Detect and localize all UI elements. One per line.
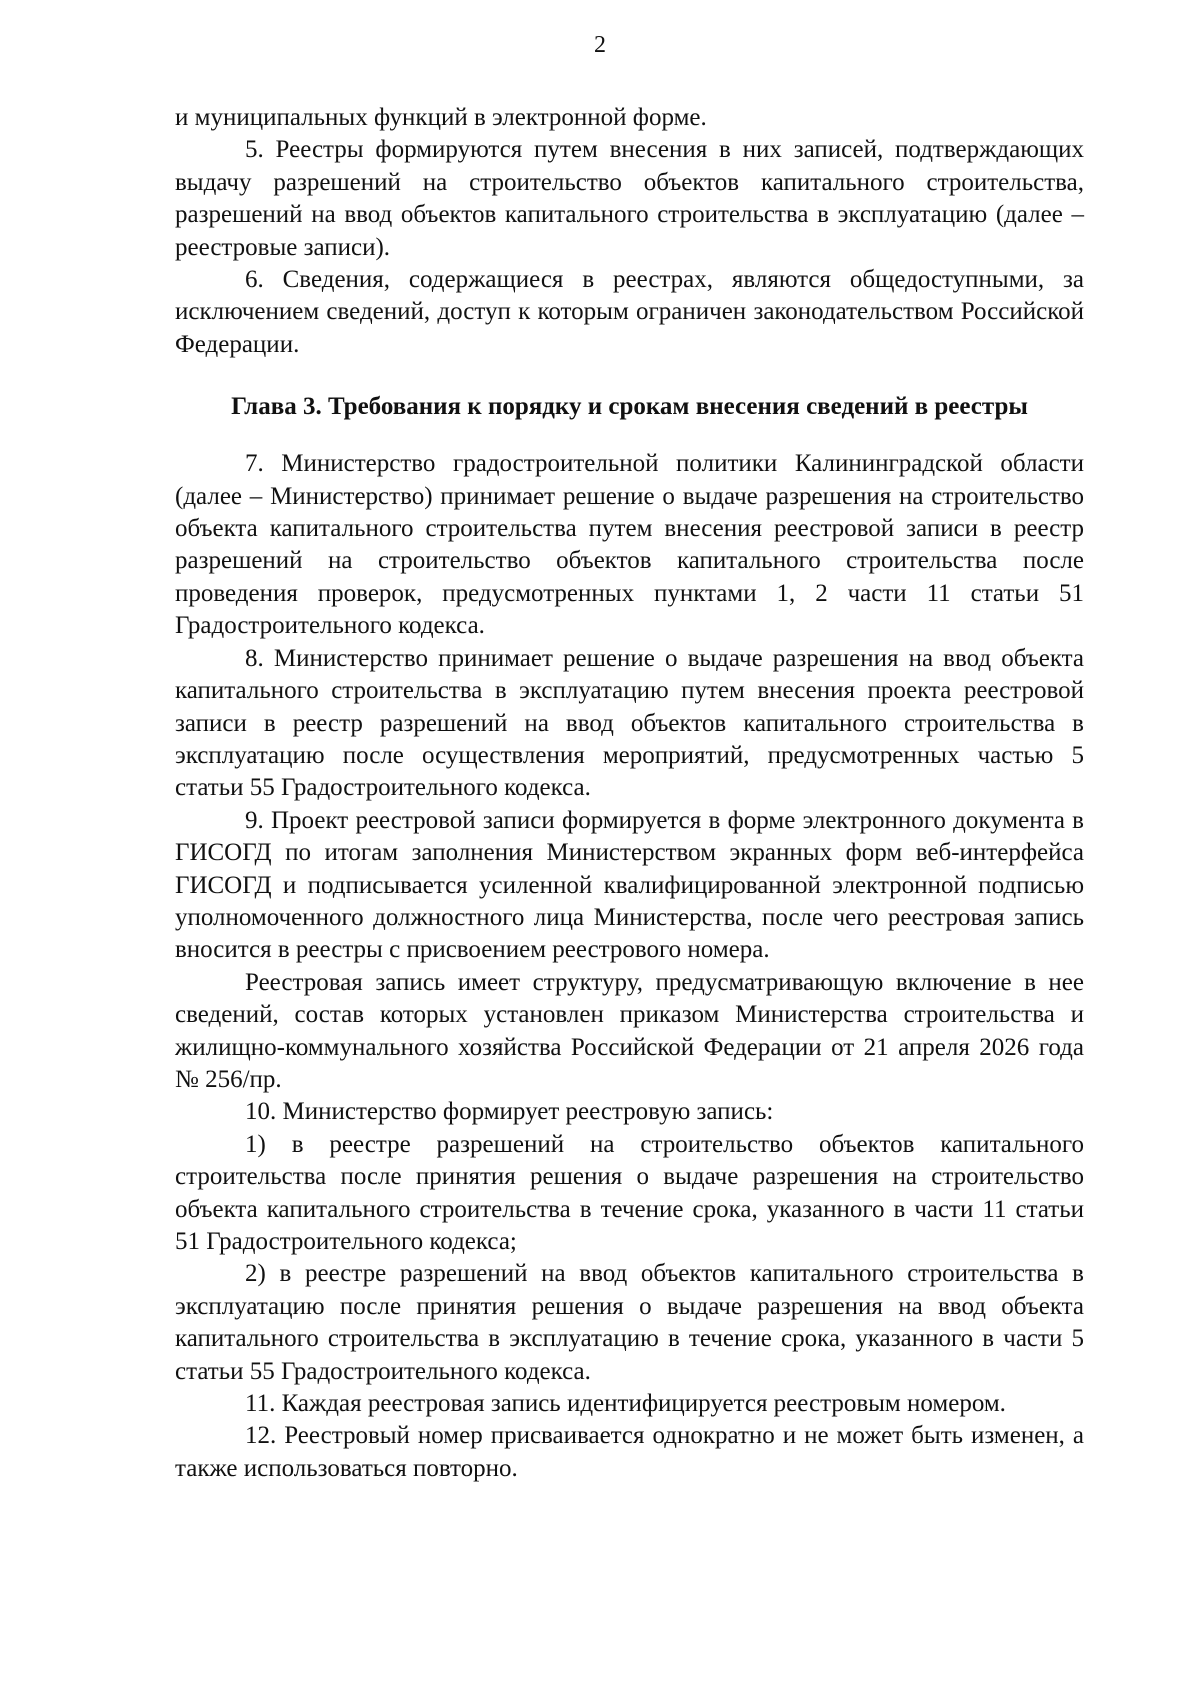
- paragraph-item-5: 5. Реестры формируются путем внесения в них записей, подтверждающих выдачу разрешений на строительство объектов капитального строительства, разрешений на ввод объектов капитального строительства в эксплуатацию (далее – реестровые записи).: [175, 136, 1084, 261]
- page-number: 2: [594, 32, 606, 58]
- chapter-heading: Глава 3. Требования к порядку и срокам внесения сведений в реестры: [231, 393, 1028, 421]
- paragraph-item-9: 9. Проект реестровой записи формируется в форме электронного документа в ГИСОГД по итогам заполнения Министерством экранных форм веб-интерфейса ГИСОГД и подписывается усиленной квалифицированной электронной подписью уполномоченного должностного лица Министерства, после чего реестровая запись вносится в реестры с присвоением реестрового номера.: [175, 806, 1084, 964]
- paragraph-item-6: 6. Сведения, содержащиеся в реестрах, являются общедоступными, за исключением сведений, доступ к которым ограничен законодательством Российской Федерации.: [175, 266, 1084, 358]
- paragraph-continuation: и муниципальных функций в электронной форме.: [175, 104, 707, 131]
- paragraph-subitem-1: 1) в реестре разрешений на строительство объектов капитального строительства после принятия решения о выдаче разрешения на строительство объекта капитального строительства в течение срока, указанного в части 11 статьи 51 Градостроительного кодекса;: [175, 1130, 1084, 1255]
- document-body: [175, 102, 1084, 1485]
- paragraph-item-10: 10. Министерство формирует реестровую запись:: [245, 1098, 774, 1126]
- paragraph-registry-structure: Реестровая запись имеет структуру, предусматривающую включение в нее сведений, состав которых установлен приказом Министерства строительства и жилищно-коммунального хозяйства Российской Федерации от 21 апреля 2026 года № 256/пр.: [175, 968, 1084, 1093]
- paragraph-item-8: 8. Министерство принимает решение о выдаче разрешения на ввод объекта капитального строительства в эксплуатацию путем внесения проекта реестровой записи в реестр разрешений на ввод объектов капитального строительства в эксплуатацию после осуществления мероприятий, предусмотренных частью 5 статьи 55 Градостроительного кодекса.: [175, 644, 1084, 802]
- paragraph-item-11: 11. Каждая реестровая запись идентифицируется реестровым номером.: [245, 1390, 1006, 1418]
- paragraph-item-12: 12. Реестровый номер присваивается однократно и не может быть изменен, а также использоваться повторно.: [175, 1422, 1084, 1482]
- paragraph-item-7: 7. Министерство градостроительной политики Калининградской области (далее – Министерство) принимает решение о выдаче разрешения на строительство объекта капитального строительства путем внесения реестровой записи в реестр разрешений на строительство объектов капитального строительства после проведения проверок, предусмотренных пунктами 1, 2 части 11 статьи 51 Градостроительного кодекса.: [175, 450, 1084, 640]
- paragraph-subitem-2: 2) в реестре разрешений на ввод объектов капитального строительства в эксплуатацию после принятия решения о выдаче разрешения на ввод объекта капитального строительства в эксплуатацию в течение срока, указанного в части 5 статьи 55 Градостроительного кодекса.: [175, 1260, 1084, 1385]
